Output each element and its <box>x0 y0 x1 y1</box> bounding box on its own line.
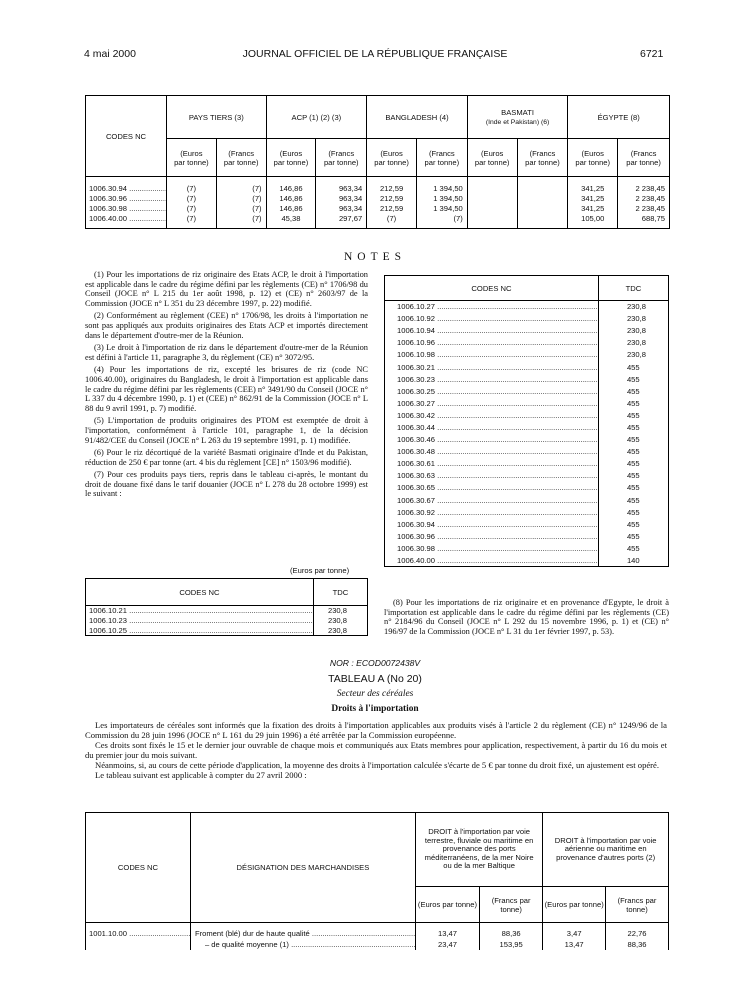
code-cell: 1006.10.21 ..... <box>86 606 314 616</box>
droit-other-ports-header: DROIT à l'importation par voie aérienne ou maritime en provenance d'autres ports (2) <box>543 813 669 887</box>
note-7: (7) Pour ces produits pays tiers, repris dans le tableau ci-après, le montant du droit de douane fixé dans le tarif douanier (JOCE n° L 278 du 28 octobre 1999) est le suivant : <box>85 470 368 499</box>
table-row <box>86 939 669 950</box>
code-cell: 1006.30.63 ..... <box>385 470 599 482</box>
tdc-cell: 455 <box>598 542 668 554</box>
tdc-cell: 455 <box>598 361 668 373</box>
nor-reference: NOR : ECOD0072438V <box>329 658 421 668</box>
table-row <box>385 530 669 542</box>
table-row <box>385 409 669 421</box>
tdc-cell: 230,8 <box>313 606 367 616</box>
table-row <box>86 626 368 636</box>
table-row <box>385 482 669 494</box>
designation-header: DÉSIGNATION DES MARCHANDISES <box>190 813 415 923</box>
droits-heading: Droits à l'importation <box>331 704 419 714</box>
tdc-cell: 455 <box>598 434 668 446</box>
tdc-cell: 455 <box>598 494 668 506</box>
value-cell: (7) <box>167 214 217 224</box>
value-cell: 297,67 <box>316 214 367 224</box>
secteur-subtitle: Secteur des céréales <box>336 689 414 699</box>
tdc-cell: 455 <box>598 458 668 470</box>
euro-note: (Euros par tonne) <box>290 566 350 575</box>
cereal-unit-row: (Euros par tonne) (Francs par tonne) (Euros par tonne) (Francs par tonne) <box>86 887 669 923</box>
tdc-table-large <box>384 275 669 567</box>
table-row <box>385 361 669 373</box>
table-row <box>385 542 669 554</box>
table-row <box>86 616 368 626</box>
journal-title: JOURNAL OFFICIEL DE LA RÉPUBLIQUE FRANÇAISE <box>242 48 508 60</box>
value-cell: 212,59 <box>367 184 417 194</box>
code-cell: 1006.30.98 ..... <box>385 542 599 554</box>
value-cell <box>517 204 568 214</box>
tdc-cell: 455 <box>598 446 668 458</box>
table-row <box>385 385 669 397</box>
value-cell <box>517 184 568 194</box>
value-cell: 146,86 <box>266 184 316 194</box>
code-cell: 1006.30.98 ..... <box>86 204 167 214</box>
tdc-large-codes-header: CODES NC <box>385 276 599 301</box>
tdc-small-tdc-header: TDC <box>313 579 367 606</box>
notes-left-column <box>85 270 368 502</box>
page-number: 6721 <box>640 48 664 60</box>
code-cell: 1006.30.23 ..... <box>385 373 599 385</box>
tdc-cell: 455 <box>598 397 668 409</box>
table-row <box>385 349 669 361</box>
value-cell: (7) <box>367 214 417 224</box>
tdc-table-small <box>85 578 368 636</box>
table-row <box>86 928 669 939</box>
tdc-cell: 140 <box>598 554 668 566</box>
tdc-cell: 230,8 <box>598 325 668 337</box>
group-egypte: ÉGYPTE (8) <box>568 96 670 139</box>
notes-title: NOTES <box>343 251 407 263</box>
code-cell: 1006.30.46 ..... <box>385 434 599 446</box>
code-cell: 1006.30.21 ..... <box>385 361 599 373</box>
value-cell: 45,38 <box>266 214 316 224</box>
table-row <box>385 518 669 530</box>
code-cell: 1006.30.65 ..... <box>385 482 599 494</box>
table-row <box>385 434 669 446</box>
note-1: (1) Pour les importations de riz originaire des Etats ACP, le droit à l'importation est applicable dans le cadre du régime défini par les règlements (CE) n° 1706/98 du Conseil (JOCE n° L 215 du 1er août 1998, p. 12) et (CE) n° 2603/97 de la Commission (JOCE n° L 351 du 23 décembre 1997, p. 22) modifié. <box>85 270 368 308</box>
designation-cell: – de qualité moyenne (1) ..... <box>190 939 415 950</box>
tdc-cell: 230,8 <box>598 349 668 361</box>
code-cell: 1006.40.00 ..... <box>86 214 167 224</box>
code-cell: 1006.10.98 ..... <box>385 349 599 361</box>
designation-cell: Froment (blé) dur de haute qualité ..... <box>190 928 415 939</box>
note-8: (8) Pour les importations de riz originaire et en provenance d'Egypte, le droit à l'importation est applicable dans le cadre du régime défini par les règlements (CE) n° 2184/96 du Conseil (JOCE n° L 292 du 15 novembre 1996, p. 1) et (CE) n° 196/97 de la Commission (JOCE n° L 31 du 1er février 1997, p. 53). <box>384 598 669 636</box>
code-cell: 1006.10.27 ..... <box>385 301 599 313</box>
value-cell <box>467 194 517 204</box>
tdc-cell: 455 <box>598 373 668 385</box>
tdc-cell: 455 <box>598 518 668 530</box>
value-cell: 22,76 <box>606 928 669 939</box>
value-cell: 2 238,45 <box>618 184 670 194</box>
value-cell: 153,95 <box>480 939 543 950</box>
notes-right-column <box>384 598 669 639</box>
code-cell: 1006.30.96 ..... <box>385 530 599 542</box>
section-paragraph: Les importateurs de céréales sont informés que la fixation des droits à l'importation applicables aux produits visés à l'article 2 du règlement (CE) n° 1249/96 de la Commission du 28 juin 1996 (JOCE n° L 161 du 29 juin 1996) a été arrêtée par la Commission européenne. <box>85 720 667 740</box>
value-cell: 212,59 <box>367 194 417 204</box>
value-cell: (7) <box>416 214 467 224</box>
tdc-small-codes-header: CODES NC <box>86 579 314 606</box>
value-cell: 23,47 <box>415 939 479 950</box>
table-row <box>86 214 670 224</box>
code-cell: 1006.30.96 ..... <box>86 194 167 204</box>
value-cell: 341,25 <box>568 204 618 214</box>
value-cell: (7) <box>216 204 266 214</box>
code-cell: 1006.10.94 ..... <box>385 325 599 337</box>
table-row <box>385 554 669 566</box>
group-pays-tiers: PAYS TIERS (3) <box>167 96 267 139</box>
tdc-cell: 455 <box>598 409 668 421</box>
code-cell: 1006.30.61 ..... <box>385 458 599 470</box>
note-6: (6) Pour le riz décortiqué de la variété Basmati originaire d'Inde et du Pakistan, réduction de 250 € par tonne (art. 4 bis du règlement [CE] n° 1503/96 modifié). <box>85 448 368 467</box>
tdc-cell: 230,8 <box>598 313 668 325</box>
tdc-cell: 230,8 <box>598 337 668 349</box>
value-cell: 3,47 <box>543 928 606 939</box>
value-cell <box>517 194 568 204</box>
value-cell: 1 394,50 <box>416 184 467 194</box>
value-cell: 88,36 <box>480 928 543 939</box>
droit-mediterranean-header: DROIT à l'importation par voie terrestre, fluviale ou maritime en provenance des ports méditerranéens, de la mer Noire ou de la mer Baltique <box>415 813 542 887</box>
table-row <box>385 373 669 385</box>
value-cell: 1 394,50 <box>416 194 467 204</box>
table-row <box>385 458 669 470</box>
value-cell: (7) <box>167 184 217 194</box>
table-row <box>86 184 670 194</box>
value-cell <box>467 204 517 214</box>
value-cell: 146,86 <box>266 204 316 214</box>
group-basmati: BASMATI (Inde et Pakistan) (6) <box>467 96 568 139</box>
table-row <box>385 421 669 433</box>
code-cell: 1006.30.94 ..... <box>86 184 167 194</box>
table-row <box>385 506 669 518</box>
value-cell: 13,47 <box>543 939 606 950</box>
code-cell: 1006.30.42 ..... <box>385 409 599 421</box>
value-cell: (7) <box>216 184 266 194</box>
section-paragraph: Néanmoins, si, au cours de cette période d'application, la moyenne des droits à l'importation calculée s'écarte de 5 € par tonne du droit fixé, un ajustement est opéré. <box>95 760 660 770</box>
code-cell: 1006.40.00 ..... <box>385 554 599 566</box>
rice-duties-table <box>85 95 670 229</box>
value-cell: (7) <box>167 194 217 204</box>
value-cell: 2 238,45 <box>618 194 670 204</box>
group-acp: ACP (1) (2) (3) <box>266 96 367 139</box>
table-row <box>385 337 669 349</box>
code-cell: 1006.10.96 ..... <box>385 337 599 349</box>
tdc-large-tdc-header: TDC <box>598 276 668 301</box>
tdc-cell: 455 <box>598 470 668 482</box>
section-paragraph: Le tableau suivant est applicable à compter du 27 avril 2000 : <box>95 770 307 780</box>
table-row <box>385 397 669 409</box>
code-cell: 1001.10.00 ..... <box>86 928 191 939</box>
tdc-cell: 230,8 <box>598 301 668 313</box>
table-row <box>385 470 669 482</box>
codes-nc-header: CODES NC <box>86 96 167 177</box>
value-cell: 2 238,45 <box>618 204 670 214</box>
note-4: (4) Pour les importations de riz, excepté les brisures de riz (code NC 1006.40.00), originaires du Bangladesh, le droit à l'importation est applicable dans le cadre du régime défini par les règlements (CEE) n° 3491/90 du Conseil (JOCE n° L 337 du 4 décembre 1990, p. 1) et (CEE) n° 862/91 de la Commission (JOCE n° L 88 du 9 avril 1991, p. 7) modifié. <box>85 365 368 413</box>
code-cell: 1006.30.48 ..... <box>385 446 599 458</box>
value-cell: 146,86 <box>266 194 316 204</box>
code-cell: 1006.30.44 ..... <box>385 421 599 433</box>
code-cell <box>86 939 191 950</box>
value-cell: 341,25 <box>568 184 618 194</box>
code-cell: 1006.10.25 ..... <box>86 626 314 636</box>
value-cell <box>467 184 517 194</box>
value-cell: (7) <box>216 214 266 224</box>
table-row <box>86 606 368 616</box>
value-cell: 963,34 <box>316 194 367 204</box>
section-body <box>85 720 667 780</box>
code-cell: 1006.30.25 ..... <box>385 385 599 397</box>
table-row <box>86 194 670 204</box>
code-cell: 1006.30.92 ..... <box>385 506 599 518</box>
value-cell <box>467 214 517 224</box>
tdc-cell: 455 <box>598 421 668 433</box>
tableau-title: TABLEAU A (No 20) <box>328 673 422 685</box>
value-cell: 688,75 <box>618 214 670 224</box>
table-row <box>385 313 669 325</box>
tdc-cell: 455 <box>598 506 668 518</box>
unit-row: (Euros par tonne) (Francs par tonne) (Euros par tonne) (Francs par tonne) (Euros par tonne) (Francs par tonne) (Euros par tonne) (Francs par tonne) (Euros par tonne) (Francs par tonne) <box>86 139 670 177</box>
tdc-cell: 230,8 <box>313 616 367 626</box>
note-2: (2) Conformément au règlement (CEE) n° 1706/98, les droits à l'importation ne sont pas appliqués aux produits originaires des Etats ACP et importés directement dans le département d'outre-mer de la Réunion. <box>85 311 368 340</box>
code-cell: 1006.30.67 ..... <box>385 494 599 506</box>
code-cell: 1006.10.92 ..... <box>385 313 599 325</box>
table-row <box>385 301 669 313</box>
value-cell: 105,00 <box>568 214 618 224</box>
value-cell: 212,59 <box>367 204 417 214</box>
table-row <box>385 325 669 337</box>
header-date: 4 mai 2000 <box>84 48 136 60</box>
value-cell: 13,47 <box>415 928 479 939</box>
cereal-duties-table <box>85 812 669 950</box>
code-cell: 1006.30.27 ..... <box>385 397 599 409</box>
value-cell: 341,25 <box>568 194 618 204</box>
code-cell: 1006.30.94 ..... <box>385 518 599 530</box>
tdc-cell: 455 <box>598 482 668 494</box>
code-cell: 1006.10.23 ..... <box>86 616 314 626</box>
cereal-codes-header: CODES NC <box>86 813 191 923</box>
value-cell: 963,34 <box>316 204 367 214</box>
section-paragraph: Ces droits sont fixés le 15 et le dernier jour ouvrable de chaque mois et communiqués aux Etats membres pour application, respectivement, à partir du 16 du mois et du premier jour du mois suivant. <box>85 740 667 760</box>
table-row <box>86 204 670 214</box>
tdc-cell: 455 <box>598 385 668 397</box>
value-cell: 963,34 <box>316 184 367 194</box>
tdc-cell: 230,8 <box>313 626 367 636</box>
value-cell: (7) <box>167 204 217 214</box>
note-3: (3) Le droit à l'importation de riz dans le département d'outre-mer de la Réunion est défini à l'article 11, paragraphe 3, du règlement (CE) n° 3072/95. <box>85 343 368 362</box>
table-row <box>385 446 669 458</box>
note-5: (5) L'importation de produits originaires des PTOM est exemptée de droit à l'importation, conformément à l'article 101, paragraphe 1, de la décision 91/482/CEE du Conseil (JOCE n° L 263 du 19 septembre 1991, p. 1) modifiée. <box>85 416 368 445</box>
value-cell: 88,36 <box>606 939 669 950</box>
value-cell <box>517 214 568 224</box>
value-cell: 1 394,50 <box>416 204 467 214</box>
table-row <box>385 494 669 506</box>
value-cell: (7) <box>216 194 266 204</box>
tdc-cell: 455 <box>598 530 668 542</box>
group-bangladesh: BANGLADESH (4) <box>367 96 468 139</box>
